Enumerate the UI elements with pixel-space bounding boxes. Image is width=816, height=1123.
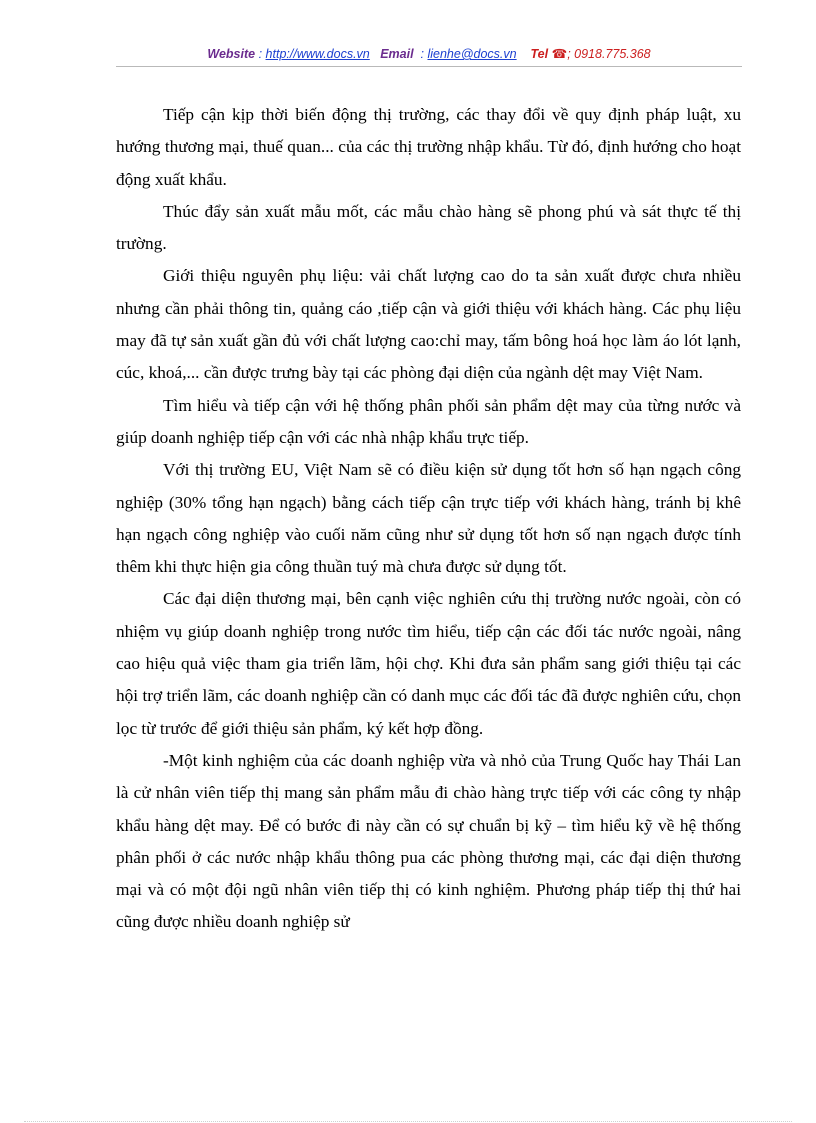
phone-icon: ☎: [551, 47, 568, 61]
tel-label: Tel: [530, 47, 549, 61]
website-separator: :: [258, 47, 263, 61]
paragraph: Giới thiệu nguyên phụ liệu: vải chất lượng cao do ta sản xuất được chưa nhiều nhưng cần phải thông tin, quảng cáo ,tiếp cận và giới thiệu với khách hàng. Các phụ liệu may đã tự sản xuất gần đủ với chất lượng cao:chỉ may, tấm bông hoá học làm áo lót lạnh, cúc, khoá,... cần được trưng bày tại các phòng đại diện của ngành dệt may Việt Nam.: [116, 266, 741, 383]
paragraph: Tiếp cận kịp thời biến động thị trường, các thay đổi về quy định pháp luật, xu hướng thương mại, thuế quan... của các thị trường nhập khẩu. Từ đó, định hướng cho hoạt động xuất khẩu.: [116, 105, 741, 189]
paragraph: -Một kinh nghiệm của các doanh nghiệp vừa và nhỏ của Trung Quốc hay Thái Lan là cử nhân viên tiếp thị mang sản phẩm mẫu đi chào hàng trực tiếp với các công ty nhập khẩu hàng dệt may. Để có bước đi này cần có sự chuẩn bị kỹ – tìm hiểu kỹ về hệ thống phân phối ở các nước nhập khẩu thông pua các phòng thương mại, các đại diện thương mại và có một đội ngũ nhân viên tiếp thị có kinh nghiệm. Phương pháp tiếp thị thứ hai cũng được nhiều doanh nghiệp sử: [116, 750, 741, 932]
paragraph: Với thị trường EU, Việt Nam sẽ có điều kiện sử dụng tốt hơn số hạn ngạch công nghiệp (30% tổng hạn ngạch) bằng cách tiếp cận trực tiếp với khách hàng, tránh bị khê hạn ngạch công nghiệp vào cuối năm cũng như sử dụng tốt hơn số nạn ngạch được tính thêm khi thực hiện gia công thuần tuý mà chưa được sử dụng tốt.: [116, 460, 741, 577]
header-divider: [116, 66, 742, 67]
email-label: Email: [380, 47, 414, 61]
page-header: [116, 46, 742, 66]
paragraph: Các đại diện thương mại, bên cạnh việc nghiên cứu thị trường nước ngoài, còn có nhiệm vụ giúp doanh nghiệp trong nước tìm hiểu, tiếp cận các đối tác nước ngoài, nâng cao hiệu quả việc tham gia triển lãm, hội chợ. Khi đưa sản phẩm sang giới thiệu tại các hội trợ triển lãm, các doanh nghiệp cần có danh mục các đối tác đã được nghiên cứu, chọn lọc từ trước để giới thiệu sản phẩm, ký kết hợp đồng.: [116, 589, 741, 738]
paragraph: Tìm hiểu và tiếp cận với hệ thống phân phối sản phẩm dệt may của từng nước và giúp doanh nghiệp tiếp cận với các nhà nhập khẩu trực tiếp.: [116, 395, 741, 447]
website-link[interactable]: http://www.docs.vn: [265, 47, 370, 61]
email-link[interactable]: lienhe@docs.vn: [427, 47, 517, 61]
paragraph: Thúc đẩy sản xuất mẫu mốt, các mẫu chào hàng sẽ phong phú và sát thực tế thị trường.: [116, 201, 741, 254]
email-separator: :: [420, 47, 424, 61]
website-label: Website: [207, 47, 256, 61]
document-body: [116, 99, 741, 939]
footer-divider: [24, 1121, 792, 1122]
phone-number: ; 0918.775.368: [567, 47, 651, 61]
